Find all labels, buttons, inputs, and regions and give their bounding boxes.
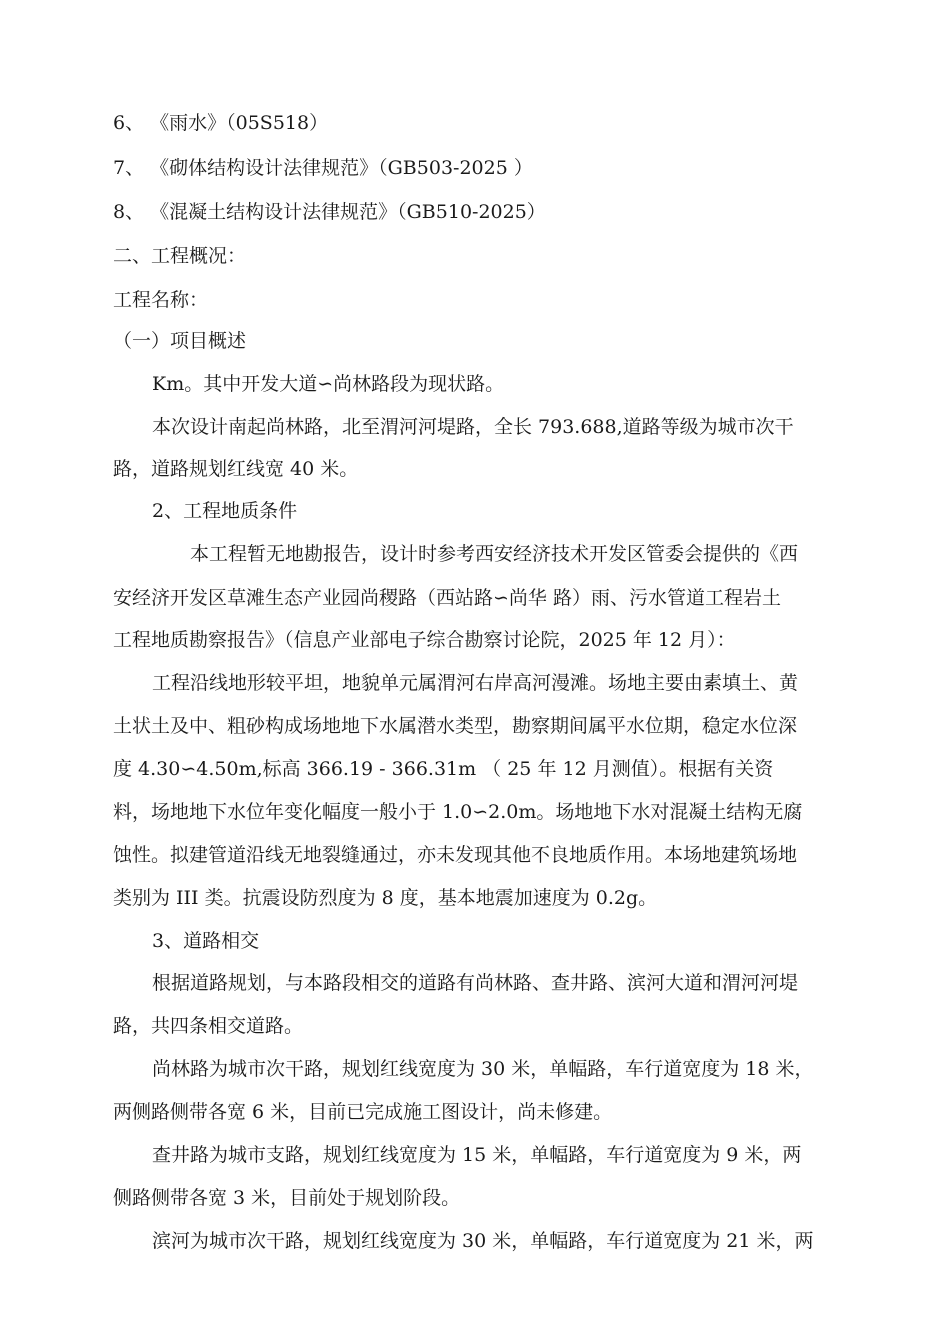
paragraph-line: 本次设计南起尚林路，北至渭河河堤路，全长 793.688,道路等级为城市次干 — [152, 416, 794, 438]
paragraph-line: 路，道路规划红线宽 40 米。 — [113, 458, 359, 480]
paragraph-line: 路，共四条相交道路。 — [113, 1015, 304, 1037]
paragraph-line: 度 4.30∽4.50m,标高 366.19 - 366.31m （ 25 年 12 月测值）。根据有关资 — [113, 758, 774, 780]
subsection-heading-geology: 2、工程地质条件 — [152, 500, 298, 522]
reference-item-6: 6、 《雨水》（05S518） — [113, 112, 329, 134]
subsection-heading-intersections: 3、道路相交 — [152, 930, 260, 952]
paragraph-line: 查井路为城市支路，规划红线宽度为 15 米，单幅路，车行道宽度为 9 米，两 — [152, 1144, 802, 1166]
paragraph-line: 根据道路规划，与本路段相交的道路有尚林路、查井路、滨河大道和渭河河堤 — [152, 972, 799, 994]
paragraph-line: 滨河为城市次干路，规划红线宽度为 30 米，单幅路，车行道宽度为 21 米，两 — [152, 1230, 814, 1252]
project-name-label: 工程名称： — [113, 289, 209, 311]
reference-item-8: 8、 《混凝土结构设计法律规范》（GB510-2025） — [113, 201, 546, 223]
paragraph-line: 类别为 III 类。抗震设防烈度为 8 度，基本地震加速度为 0.2g。 — [113, 887, 658, 909]
reference-item-7: 7、 《砌体结构设计法律规范》（GB503-2025 ） — [113, 157, 533, 179]
paragraph-line: 土状土及中、粗砂构成场地地下水属潜水类型，勘察期间属平水位期，稳定水位深 — [113, 715, 798, 737]
paragraph-line: 工程地质勘察报告》（信息产业部电子综合勘察讨论院，2025 年 12 月）： — [113, 629, 736, 651]
subsection-heading-summary: （一）项目概述 — [113, 330, 247, 352]
paragraph-line: Km。其中开发大道∽尚林路段为现状路。 — [152, 373, 505, 395]
paragraph-line: 本工程暂无地勘报告，设计时参考西安经济技术开发区管委会提供的《西 — [190, 543, 799, 565]
paragraph-line: 两侧路侧带各宽 6 米，目前已完成施工图设计，尚未修建。 — [113, 1101, 613, 1123]
paragraph-line: 工程沿线地形较平坦，地貌单元属渭河右岸高河漫滩。场地主要由素填土、黄 — [152, 672, 799, 694]
paragraph-line: 安经济开发区草滩生态产业园尚稷路（西站路∽尚华 路）雨、污水管道工程岩土 — [113, 587, 781, 609]
paragraph-line: 蚀性。拟建管道沿线无地裂缝通过，亦未发现其他不良地质作用。本场地建筑场地 — [113, 844, 798, 866]
paragraph-line: 侧路侧带各宽 3 米，目前处于规划阶段。 — [113, 1187, 461, 1209]
section-heading-project-overview: 二、工程概况： — [113, 245, 247, 267]
paragraph-line: 尚林路为城市次干路，规划红线宽度为 30 米，单幅路，车行道宽度为 18 米， — [152, 1058, 814, 1080]
paragraph-line: 料，场地地下水位年变化幅度一般小于 1.0∽2.0m。场地地下水对混凝土结构无腐 — [113, 801, 803, 823]
